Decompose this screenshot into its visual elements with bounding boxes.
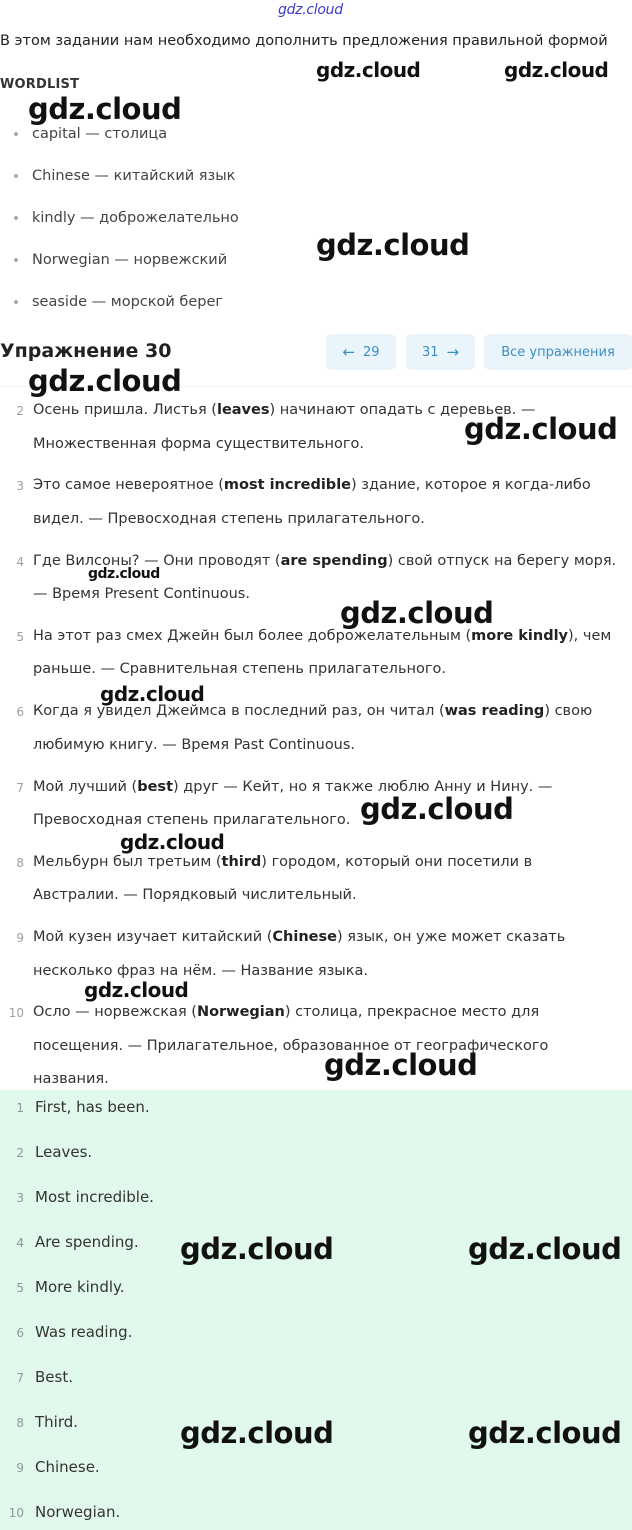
wordlist-title: WORDLIST [0,77,80,92]
answer-number: 7 [16,1371,24,1385]
watermark: gdz.cloud [88,566,160,582]
item-number: 10 [8,1006,24,1021]
all-exercises-button[interactable] [484,334,632,370]
answer-number: 9 [16,1461,24,1475]
explanation-line [33,402,535,418]
watermark: gdz.cloud [180,1232,334,1266]
explanation-text: раньше. — Сравнительная степень прилагательного. [33,661,446,678]
explanation-text: названия. [33,1071,109,1088]
explanation-text: Превосходная степень прилагательного. [33,812,351,828]
answer-highlight: Chinese [272,929,337,946]
watermark: gdz.cloud [340,596,494,630]
all-exercises-label: Все упражнения [501,344,615,360]
answer-number: 10 [8,1506,24,1520]
answers-panel [0,1090,632,1530]
explanation-line [33,963,368,979]
wordlist-item [14,210,239,226]
explanation-line [33,586,250,602]
bullet-icon [14,216,18,220]
answer-highlight: are spending [280,552,388,569]
answer-number: 1 [16,1101,24,1115]
explanation-line [33,929,565,945]
answer-text: Norwegian. [35,1503,121,1521]
bullet-icon [14,300,18,304]
intro-text: В этом задании нам необходимо дополнить предложения правильной формой [0,33,608,49]
explanation-text: ) начинают опадать с деревьев. — [269,402,536,418]
site-watermark-top: gdz.cloud [278,2,343,18]
answer-highlight: best [137,778,173,795]
wordlist-item-text: Norwegian — норвежский [32,252,228,268]
answer-highlight: third [221,853,262,870]
explanation-text: Множественная форма существительного. [33,435,364,452]
arrow-left-icon: ← [342,343,356,361]
explanation-text: Мой кузен изучает китайский ( [33,929,273,946]
answer-highlight: more kindly [471,627,568,644]
item-number: 6 [16,705,24,720]
answer-text: Most incredible. [35,1188,154,1206]
watermark: gdz.cloud [324,1048,478,1082]
explanation-line [33,887,357,903]
explanation-text: ) столица, прекрасное место для [284,1004,540,1021]
wordlist-item-text: capital — столица [32,126,168,142]
wordlist-item-text: Chinese — китайский язык [32,168,236,184]
wordlist-item [14,168,235,184]
explanation-line [33,511,425,527]
explanation-text: ), чем [568,627,612,644]
exercise-title: Упражнение 30 [0,340,172,362]
answer-text: Was reading. [35,1323,133,1341]
bullet-icon [14,132,18,136]
watermark: gdz.cloud [468,1232,622,1266]
explanation-text: ) язык, он уже может сказать [336,929,566,946]
bullet-icon [14,258,18,262]
answer-number: 5 [16,1281,24,1295]
explanation-line [33,1004,539,1020]
wordlist-item-text: kindly — доброжелательно [32,210,239,226]
item-number: 7 [16,780,24,795]
item-number: 4 [16,554,24,569]
explanation-text: видел. — Превосходная степень прилагательного. [33,510,425,527]
next-exercise-button[interactable] [406,334,475,370]
explanation-line [33,812,350,828]
explanation-text: — Время Present Continuous. [33,586,250,603]
answer-number: 8 [16,1416,24,1430]
prev-exercise-label: 29 [363,344,380,360]
explanation-text: На этот раз смех Джейн был более доброжелательным ( [33,627,472,644]
item-number: 5 [16,629,24,644]
answer-text: First, has been. [35,1098,150,1116]
explanation-text: Мельбурн был третьим ( [33,853,222,870]
watermark: gdz.cloud [468,1416,622,1450]
explanation-text: ) свой отпуск на берегу моря. [387,552,617,569]
watermark: gdz.cloud [120,830,225,854]
answer-text: More kindly. [35,1278,125,1296]
bullet-icon [14,174,18,178]
explanation-text: ) друг — Кейт, но я также люблю Анну и Нину. — [173,778,553,795]
explanation-line [33,1071,109,1087]
watermark: gdz.cloud [28,92,182,126]
explanation-text: Это самое невероятное ( [33,477,224,494]
answer-text: Best. [35,1368,73,1386]
explanation-text: Австралии. — Порядковый числительный. [33,887,357,904]
explanation-text: посещения. — Прилагательное, образованное от географического [33,1037,549,1054]
item-number: 9 [16,931,24,946]
answer-number: 6 [16,1326,24,1340]
explanation-line [33,661,446,677]
answer-text: Are spending. [35,1233,139,1251]
item-number: 2 [16,404,24,418]
explanation-text: Осень пришла. Листья ( [33,402,217,418]
wordlist-item [14,294,223,310]
arrow-right-icon: → [446,343,460,361]
answer-highlight: was reading [444,703,545,720]
watermark: gdz.cloud [180,1416,334,1450]
watermark: gdz.cloud [100,682,205,706]
answer-number: 3 [16,1191,24,1205]
explanation-line [33,628,611,644]
watermark: gdz.cloud [360,792,514,826]
watermark: gdz.cloud [504,58,609,82]
wordlist-item [14,126,167,142]
explanation-text: несколько фраз на нём. — Название языка. [33,962,369,979]
watermark: gdz.cloud [84,978,189,1002]
answer-number: 4 [16,1236,24,1250]
answer-highlight: leaves [216,402,270,418]
prev-exercise-button[interactable] [326,334,396,370]
explanation-text: ) свою [544,703,593,720]
explanation-text: ) здание, которое я когда-либо [351,477,591,494]
explanation-text: Мой лучший ( [33,778,138,795]
item-number: 8 [16,855,24,870]
explanation-text: Осло — норвежская ( [33,1004,197,1021]
explanation-line [33,436,364,452]
item-number: 3 [16,479,24,494]
answer-text: Leaves. [35,1143,93,1161]
watermark: gdz.cloud [464,412,618,446]
explanation-text: Когда я увидел Джеймса в последний раз, он читал ( [33,703,445,720]
explanation-text: Где Вилсоны? — Они проводят ( [33,552,281,569]
next-exercise-label: 31 [421,344,439,360]
answer-number: 2 [16,1146,24,1160]
explanation-text: ) городом, который они посетили в [261,853,533,870]
answer-text: Third. [35,1413,79,1431]
wordlist-item-text: seaside — морской берег [32,294,224,310]
watermark: gdz.cloud [316,228,470,262]
wordlist-item [14,252,227,268]
answer-highlight: Norwegian [196,1004,285,1021]
explanation-text: любимую книгу. — Время Past Continuous. [33,736,356,753]
watermark: gdz.cloud [28,364,182,398]
answer-text: Chinese. [35,1458,100,1476]
explanation-line [33,477,591,493]
explanation-line [33,737,355,753]
explanation-line [33,854,532,870]
watermark: gdz.cloud [316,58,421,82]
answer-highlight: most incredible [223,477,351,494]
